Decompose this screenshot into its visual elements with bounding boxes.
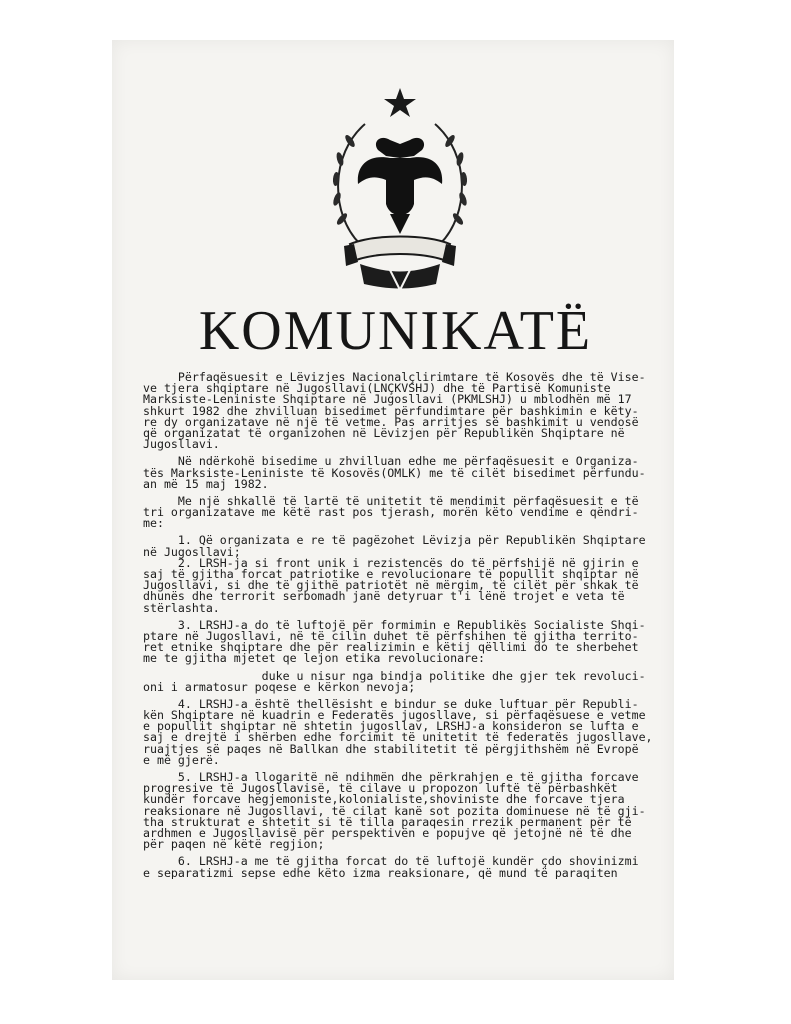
- text-line: an më 15 maj 1982.: [143, 476, 269, 491]
- text-line: 1. Që organizata e re të pagëzohet Lëvizja për Republikën Shqiptare: [143, 533, 646, 548]
- text-line: me:: [143, 516, 164, 531]
- text-line: ve tjera shqiptare në Jugosllavi(LNÇKVSHJ) dhe të Partisë Komuniste: [143, 381, 611, 396]
- text-line: që organizatat të organizohen në Lëvizjen për Republikën Shqiptare në: [143, 425, 625, 440]
- text-line: me te gjitha mjetet qe lejon etika revolucionare:: [143, 651, 486, 666]
- text-line: Përfaqësuesit e Lëvizjes Nacionalçlirimtare të Kosovës dhe të Vise-: [143, 372, 646, 384]
- text-line: tha strukturat e shtetit si të tilla paraqesin rrezik permanent për të: [143, 814, 632, 829]
- text-line: tri organizatave me këtë rast pos tjerash, morën këto vendime e qëndri-: [143, 505, 639, 520]
- text-line: reaksionare në Jugosllavi, të cilat kanë sot pozita dominuese në të gji-: [143, 803, 646, 818]
- text-line: 4. LRSHJ-a është thellësisht e bindur se duke luftuar për Republi-: [143, 696, 639, 711]
- text-line: re dy organizatave në një të vetme. Pas arritjes së bashkimit u vendosë: [143, 414, 639, 429]
- text-line: në Jugosllavi;: [143, 544, 241, 559]
- state-emblem-icon: [320, 84, 480, 294]
- text-line: për paqen në këtë regjion;: [143, 837, 325, 852]
- text-line: e popullit shqiptar në shtetin jugosllav, LRSHJ-a konsideron se lufta e: [143, 719, 639, 734]
- text-line: Në ndërkohë bisedime u zhvilluan edhe me përfaqësuesit e Organiza-: [143, 454, 639, 469]
- text-line: ret etnike shqiptare dhe për realizimin e këtij qëllimi do te sherbehet: [143, 640, 639, 655]
- text-line: 6. LRSHJ-a me të gjitha forcat do të luftojë kundër çdo shovinizmi: [143, 854, 639, 869]
- text-line: Me një shkallë të lartë të unitetit të mendimit përfaqësuesit e të: [143, 493, 639, 508]
- text-line: 2. LRSH-ja si front unik i rezistencës do të përfshijë në gjirin e: [143, 555, 639, 570]
- text-line: Marksiste-Leniniste Shqiptare në Jugosllavi (PKMLSHJ) u mblodhën më 17: [143, 392, 632, 407]
- text-line: ptare në Jugosllavi, në të cilin duhet të përfshihen të gjitha territo-: [143, 628, 639, 643]
- text-line: ardhmen e Jugosllavisë për perspektivën e popujve që jetojnë në të dhe: [143, 825, 632, 840]
- text-line: saj të gjitha forcat patriotike e revolucionare të popullit shqiptar në: [143, 567, 639, 581]
- text-line: e më gjerë.: [143, 752, 220, 767]
- document-title: KOMUNIKATË: [198, 300, 593, 362]
- text-line: stërlashta.: [143, 600, 220, 615]
- text-line: Jugosllavi, si dhe të gjithë patriotët në mërgim, të cilët për shkak të: [143, 578, 639, 593]
- text-line: 5. LRSHJ-a llogaritë në ndihmën dhe përkrahjen e të gjitha forcave: [143, 770, 639, 784]
- text-line: duke u nisur nga bindja politike dhe gjer tek revoluci-: [143, 668, 646, 683]
- text-line: Jugosllavi.: [143, 437, 220, 452]
- text-line: kën Shqiptare në kuadrin e Federatës jugosllave, si përfaqësuese e vetme: [143, 708, 646, 723]
- text-line: progresive të Jugosllavisë, të cilave u propozon luftë të përbashkët: [143, 781, 618, 796]
- document-body: [143, 372, 655, 879]
- text-line: shkurt 1982 dhe zhvilluan bisedimet përfundimtare për bashkimin e këty-: [143, 403, 639, 418]
- text-line: tës Marksiste-Leniniste të Kosovës(OMLK) me të cilët bisedimet përfundu-: [143, 465, 646, 480]
- text-line: dhunës dhe terrorit serbomadh janë detyruar t'i lënë trojet e veta të: [143, 589, 625, 604]
- text-line: ruajtjes së paqes në Ballkan dhe stabilitetit të përgjithshëm në Evropë: [143, 741, 639, 756]
- text-line: oni i armatosur poqese e kërkon nevoja;: [143, 679, 416, 694]
- text-line: saj e drejtë i shërben edhe forcimit të unitetit të federatës jugosllave,: [143, 730, 653, 745]
- text-line: kundër forcave hegjemoniste,kolonialiste,shoviniste dhe forcave tjera: [143, 792, 625, 807]
- text-line: 3. LRSHJ-a do të luftojë për formimin e Republikës Socialiste Shqi-: [143, 617, 646, 632]
- text-line: e separatizmi sepse edhe këto izma reaksionare, që mund të paraqiten: [143, 865, 618, 879]
